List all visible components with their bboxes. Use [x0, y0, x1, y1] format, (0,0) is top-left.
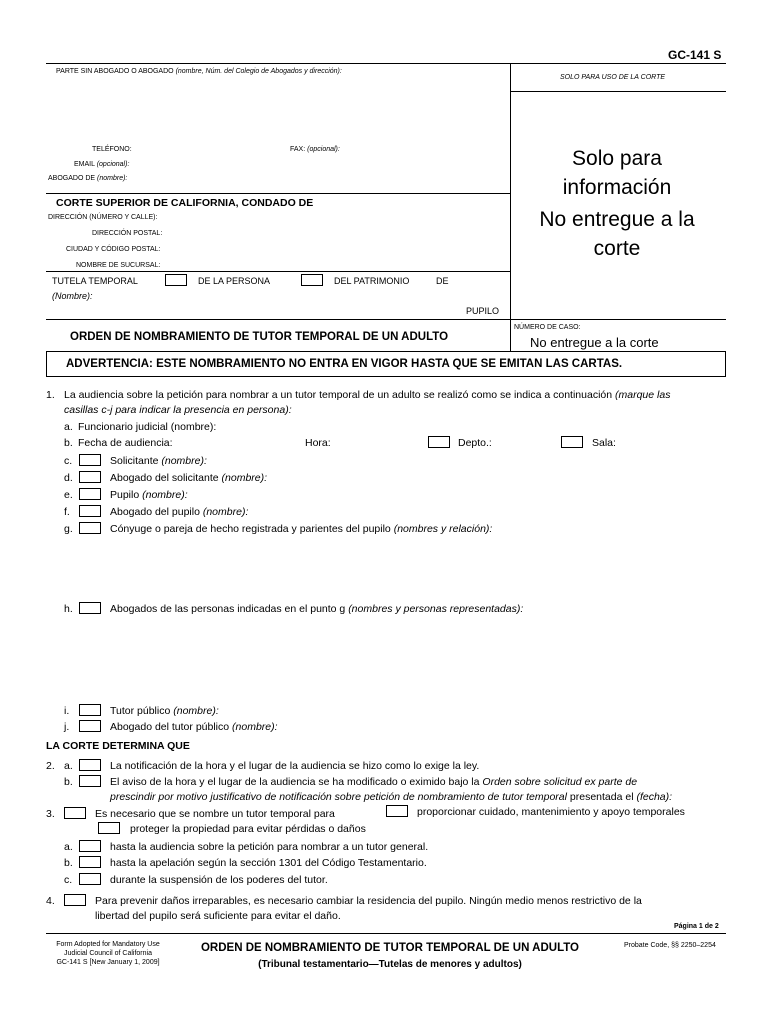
item1d-text: Abogado del solicitante (nombre):: [110, 472, 268, 484]
direccion-postal-label: DIRECCIÓN POSTAL:: [92, 230, 163, 237]
item3-text: Es necesario que se nombre un tutor temporal para: [95, 808, 335, 820]
info-stamp-line2: información: [562, 176, 672, 199]
item1c-text: Solicitante (nombre):: [110, 455, 207, 467]
tutela-label: TUTELA TEMPORAL: [52, 276, 138, 286]
item4-text-line2: libertad del pupilo será suficiente para evitar el daño.: [95, 910, 341, 922]
item3a-text: hasta la audiencia sobre la petición para nombrar a un tutor general.: [110, 841, 429, 853]
footer-adopted-1: Form Adopted for Mandatory Use: [56, 941, 160, 948]
item2b-letter: b.: [64, 776, 73, 788]
item1g-checkbox[interactable]: [79, 522, 101, 534]
persona-checkbox[interactable]: [165, 274, 187, 286]
item3-opt1-label: proporcionar cuidado, mantenimiento y apoyo temporales: [417, 806, 685, 818]
item1e-text: Pupilo (nombre):: [110, 489, 188, 501]
item1f-text: Abogado del pupilo (nombre):: [110, 506, 249, 518]
fax-label: FAX: (opcional):: [290, 146, 340, 153]
patrimonio-checkbox[interactable]: [301, 274, 323, 286]
abogado-de-label: ABOGADO DE (nombre):: [48, 175, 128, 182]
direccion-label: DIRECCIÓN (NÚMERO Y CALLE):: [48, 214, 158, 221]
persona-label: DE LA PERSONA: [198, 276, 271, 286]
item2b-checkbox[interactable]: [79, 775, 101, 787]
item3-checkbox[interactable]: [64, 807, 86, 819]
case-section-border: [46, 271, 510, 272]
item2a-letter: a.: [64, 760, 73, 772]
item3-opt1-checkbox[interactable]: [386, 805, 408, 817]
title-row-border: [46, 319, 726, 320]
info-stamp-line1: Solo para: [572, 147, 662, 170]
footer-subtitle: (Tribunal testamentario—Tutelas de menores y adultos): [258, 959, 522, 970]
item2b-text-line2: prescindir por motivo justificativo de notificación sobre petición de nombramiento de tutor temporal presentada el (fecha):: [110, 791, 673, 803]
order-title: ORDEN DE NOMBRAMIENTO DE TUTOR TEMPORAL DE UN ADULTO: [70, 331, 449, 343]
item1d-checkbox[interactable]: [79, 471, 101, 483]
item1-text: La audiencia sobre la petición para nombrar a un tutor temporal de un adulto se realizó como se indica a continuación (marque las: [64, 389, 671, 401]
patrimonio-label: DEL PATRIMONIO: [334, 276, 410, 286]
item1j-checkbox[interactable]: [79, 720, 101, 732]
item1-hint: casillas c-j para indicar la presencia en persona):: [64, 404, 292, 416]
item1-num: 1.: [46, 389, 55, 401]
item1i-text: Tutor público (nombre):: [110, 705, 219, 717]
depto-label: Depto.:: [458, 437, 492, 449]
item3-opt2-checkbox[interactable]: [98, 822, 120, 834]
item1d-letter: d.: [64, 472, 73, 484]
hora-label: Hora:: [305, 437, 331, 449]
item3c-letter: c.: [64, 874, 73, 886]
de-label: DE: [436, 276, 449, 286]
court-use-label: SOLO PARA USO DE LA CORTE: [560, 74, 666, 81]
court-title: CORTE SUPERIOR DE CALIFORNIA, CONDADO DE: [56, 197, 314, 209]
header-divider: [510, 63, 511, 351]
item3-opt2-label: proteger la propiedad para evitar pérdidas o daños: [130, 823, 366, 835]
header-top-border: [46, 63, 726, 64]
item1b-letter: b.: [64, 437, 73, 449]
pupilo-label: PUPILO: [466, 306, 500, 316]
form-id: GC-141 S: [668, 48, 722, 62]
item1h-letter: h.: [64, 603, 73, 615]
item1e-checkbox[interactable]: [79, 488, 101, 500]
item1j-letter: j.: [64, 721, 70, 733]
item4-text-line1: Para prevenir daños irreparables, es necesario cambiar la residencia del pupilo. Ningún medio menos restrictivo de la: [95, 895, 642, 907]
item1f-checkbox[interactable]: [79, 505, 101, 517]
item3c-text: durante la suspensión de los poderes del tutor.: [110, 874, 328, 886]
footer-code: Probate Code, §§ 2250–2254: [624, 942, 716, 949]
court-use-divider: [510, 91, 726, 92]
depto-checkbox[interactable]: [428, 436, 450, 448]
sala-label: Sala:: [592, 437, 616, 449]
item4-checkbox[interactable]: [64, 894, 86, 906]
item1g-text: Cónyuge o pareja de hecho registrada y parientes del pupilo (nombres y relación):: [110, 523, 493, 535]
case-number-value: No entregue a la corte: [530, 335, 659, 350]
item3-num: 3.: [46, 808, 55, 820]
court-finds-heading: LA CORTE DETERMINA QUE: [46, 740, 190, 752]
info-stamp-line3: No entregue a la: [539, 208, 695, 231]
footer-rule: [46, 933, 726, 934]
item3b-checkbox[interactable]: [79, 856, 101, 868]
item1f-letter: f.: [64, 506, 70, 518]
warning-text: ADVERTENCIA: ESTE NOMBRAMIENTO NO ENTRA EN VIGOR HASTA QUE SE EMITAN LAS CARTAS.: [66, 358, 623, 370]
telefono-label: TELÉFONO:: [92, 146, 132, 153]
item1c-checkbox[interactable]: [79, 454, 101, 466]
item2a-checkbox[interactable]: [79, 759, 101, 771]
item1a-letter: a.: [64, 421, 73, 433]
sucursal-label: NOMBRE DE SUCURSAL:: [76, 262, 161, 269]
item1c-letter: c.: [64, 455, 73, 467]
item1g-letter: g.: [64, 523, 73, 535]
item4-num: 4.: [46, 895, 55, 907]
item3a-checkbox[interactable]: [79, 840, 101, 852]
party-label: PARTE SIN ABOGADO O ABOGADO (nombre, Núm. del Colegio de Abogados y dirección):: [56, 68, 342, 75]
footer-title: ORDEN DE NOMBRAMIENTO DE TUTOR TEMPORAL DE UN ADULTO: [200, 942, 580, 954]
item3b-text: hasta la apelación según la sección 1301 del Código Testamentario.: [110, 857, 427, 869]
item1e-letter: e.: [64, 489, 73, 501]
item1i-checkbox[interactable]: [79, 704, 101, 716]
item1h-checkbox[interactable]: [79, 602, 101, 614]
item1h-text: Abogados de las personas indicadas en el punto g (nombres y personas representadas):: [110, 603, 524, 615]
nombre-label: (Nombre):: [52, 291, 93, 301]
item2a-text: La notificación de la hora y el lugar de la audiencia se hizo como lo exige la ley.: [110, 760, 480, 772]
footer-adopted-3: GC-141 S [New January 1, 2009]: [56, 959, 160, 966]
item1a-text: Funcionario judicial (nombre):: [78, 421, 217, 433]
info-stamp-line4: corte: [593, 237, 641, 260]
item2-num: 2.: [46, 760, 55, 772]
item3b-letter: b.: [64, 857, 73, 869]
email-label: EMAIL (opcional):: [74, 161, 130, 168]
item1b-text: Fecha de audiencia:: [78, 437, 173, 449]
footer-adopted-2: Judicial Council of California: [64, 950, 152, 957]
court-section-border: [46, 193, 510, 194]
page-number: Página 1 de 2: [674, 923, 719, 930]
item1i-letter: i.: [64, 705, 70, 717]
item2b-text-line1: El aviso de la hora y el lugar de la audiencia se ha modificado o eximido bajo la Orden sobre solicitud ex parte de: [110, 776, 638, 788]
item3c-checkbox[interactable]: [79, 873, 101, 885]
case-number-label: NÚMERO DE CASO:: [514, 324, 581, 331]
item1j-text: Abogado del tutor público (nombre):: [110, 721, 278, 733]
ciudad-label: CIUDAD Y CÓDIGO POSTAL:: [66, 246, 161, 253]
sala-checkbox[interactable]: [561, 436, 583, 448]
item3a-letter: a.: [64, 841, 73, 853]
